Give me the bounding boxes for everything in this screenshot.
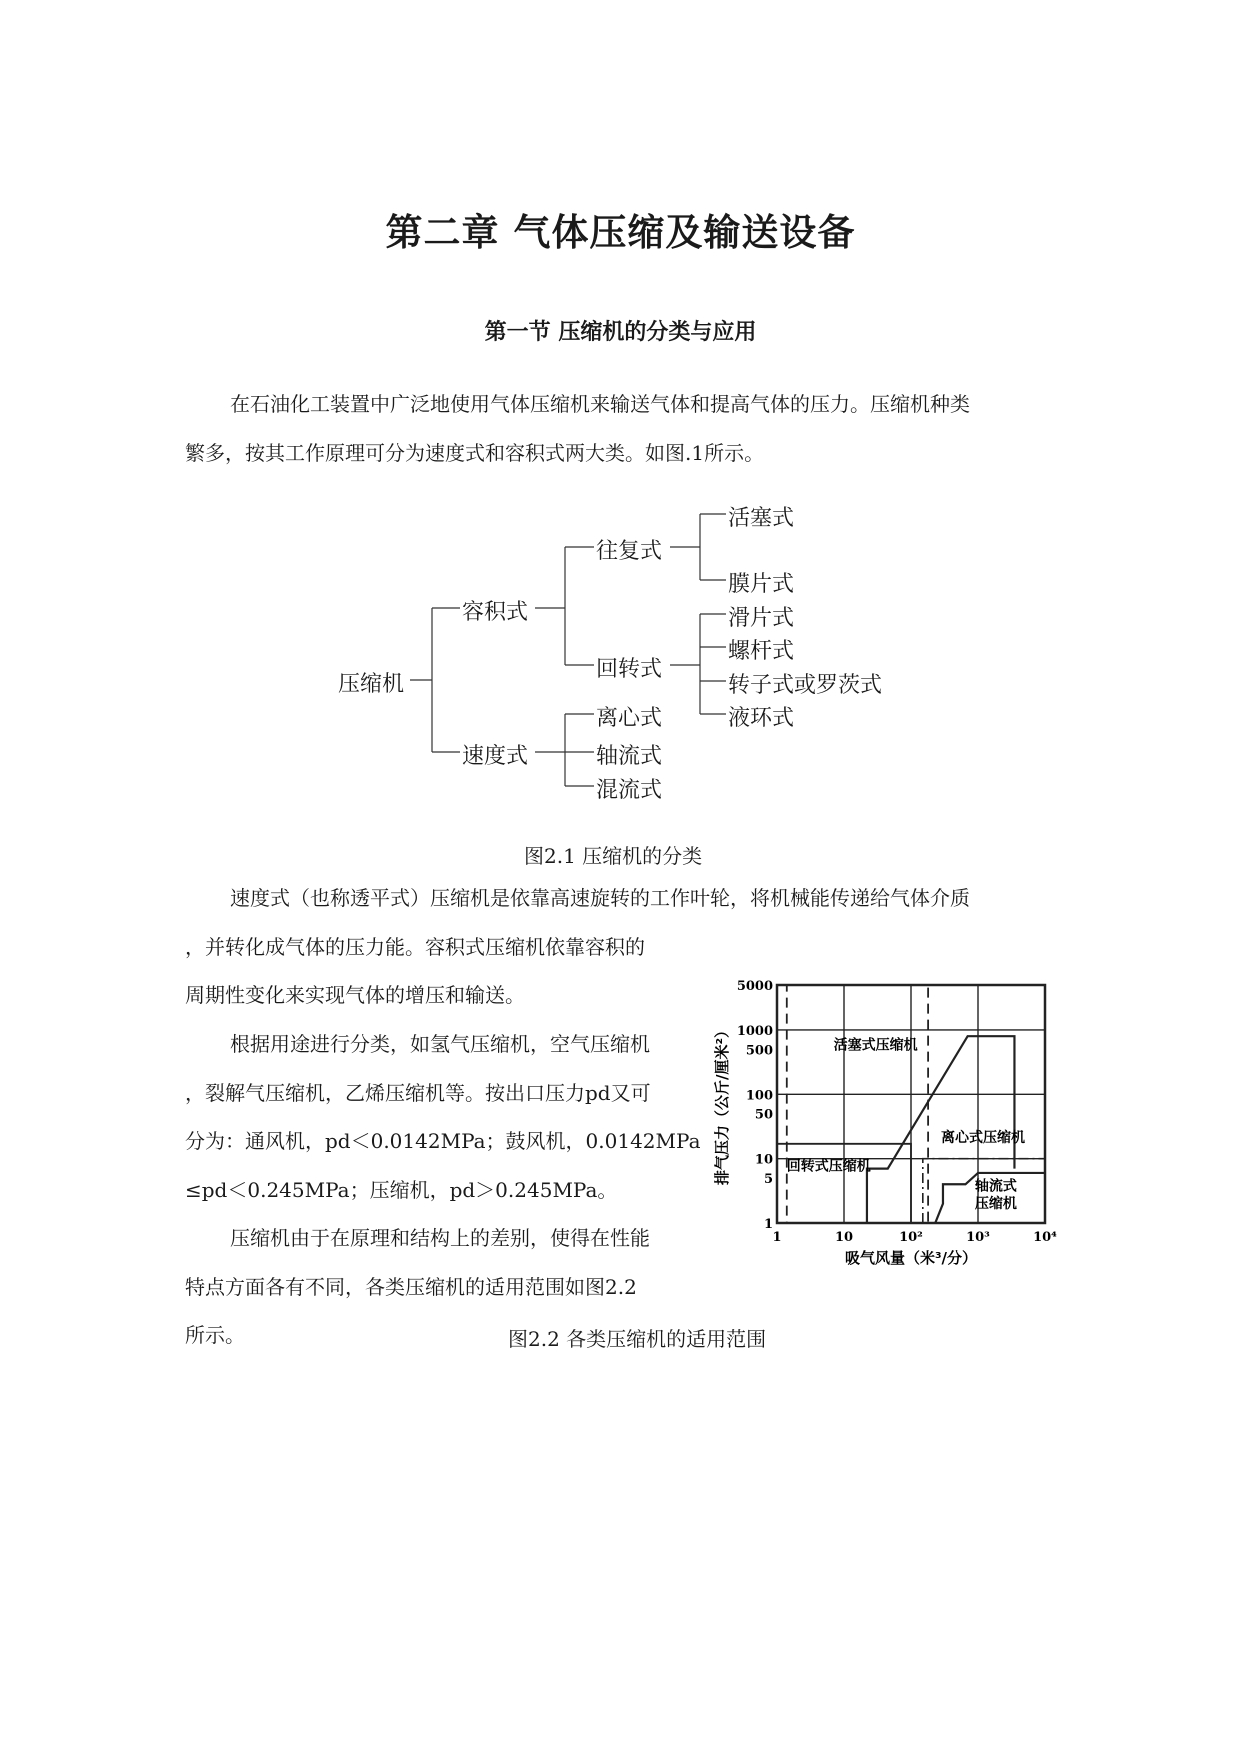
x-tick-label: 10⁴	[1033, 1230, 1057, 1245]
paragraph-line: 周期性变化来实现气体的增压和输送。	[185, 983, 525, 1007]
x-tick-label: 10²	[899, 1230, 923, 1245]
paragraph-line: 繁多，按其工作原理可分为速度式和容积式两大类。如图.1所示。	[185, 441, 765, 465]
paragraph-line: ，并转化成气体的压力能。容积式压缩机依靠容积的	[185, 935, 645, 959]
tree-node-wangfu: 往复式	[596, 539, 663, 564]
paragraph-line: 速度式（也称透平式）压缩机是依靠高速旋转的工作叶轮，将机械能传递给气体介质	[230, 886, 970, 910]
paragraph-line: 所示。	[185, 1323, 245, 1347]
y-axis-label: 排气压力（公斤/厘米²）	[713, 1022, 731, 1186]
tree-node-huizhuan: 回转式	[596, 657, 663, 682]
region-label-piston: 活塞式压缩机	[833, 1037, 918, 1054]
x-tick-label: 1	[772, 1230, 782, 1245]
y-tick-label: 1	[763, 1217, 773, 1232]
paragraph-line: ，裂解气压缩机，乙烯压缩机等。按出口压力pd又可	[185, 1081, 651, 1105]
tree-node-huapian: 滑片式	[728, 606, 795, 631]
paragraph-line: 特点方面各有不同，各类压缩机的适用范围如图2.2	[185, 1275, 637, 1299]
tree-node-luogan: 螺杆式	[728, 639, 795, 664]
y-tick-label: 1000	[736, 1023, 773, 1039]
paragraph-line: 分为：通风机，pd＜0.0142MPa；鼓风机，0.0142MPa	[185, 1129, 701, 1153]
y-tick-label: 5000	[736, 979, 773, 994]
paragraph-line: ≤pd＜0.245MPa；压缩机，pd＞0.245MPa。	[185, 1178, 618, 1202]
figure-2-caption: 图2.2 各类压缩机的适用范围	[508, 1327, 767, 1351]
paragraph-line: 压缩机由于在原理和结构上的差别，使得在性能	[230, 1226, 650, 1250]
y-tick-label: 5	[763, 1172, 773, 1188]
region-label-axial-2: 压缩机	[974, 1196, 1017, 1213]
x-tick-label: 10	[834, 1230, 854, 1245]
region-piston-boundary	[787, 985, 928, 1223]
tree-node-huosai: 活塞式	[728, 506, 795, 531]
tree-node-lixin: 离心式	[596, 706, 663, 731]
x-tick-label: 10³	[966, 1230, 990, 1245]
region-label-axial-1: 轴流式	[974, 1178, 1017, 1195]
tree-node-root: 压缩机	[338, 672, 405, 697]
tree-node-hunliu: 混流式	[596, 778, 663, 803]
y-tick-label: 50	[754, 1107, 773, 1123]
section-title: 第一节 压缩机的分类与应用	[484, 320, 757, 345]
paragraph-line: 在石油化工装置中广泛地使用气体压缩机来输送气体和提高气体的压力。压缩机种类	[230, 392, 970, 416]
y-tick-label: 10	[754, 1152, 773, 1168]
paragraph-line: 根据用途进行分类，如氢气压缩机，空气压缩机	[230, 1032, 650, 1056]
region-label-centrifugal: 离心式压缩机	[940, 1130, 1025, 1147]
chapter-title: 第二章 气体压缩及输送设备	[385, 211, 856, 254]
region-label-rotary: 回转式压缩机	[786, 1158, 871, 1175]
y-tick-label: 500	[745, 1043, 773, 1059]
tree-node-sudu: 速度式	[462, 744, 529, 769]
figure-1-caption: 图2.1 压缩机的分类	[524, 844, 703, 868]
tree-node-mopian: 膜片式	[728, 572, 795, 597]
tree-node-zhuanzi: 转子式或罗茨式	[728, 673, 883, 698]
y-tick-label: 100	[745, 1088, 773, 1104]
tree-node-zhouliu: 轴流式	[596, 744, 663, 769]
tree-node-yehuan: 液环式	[728, 706, 795, 731]
x-axis-label: 吸气风量（米³/分）	[844, 1249, 978, 1267]
tree-node-rongji: 容积式	[462, 600, 529, 625]
